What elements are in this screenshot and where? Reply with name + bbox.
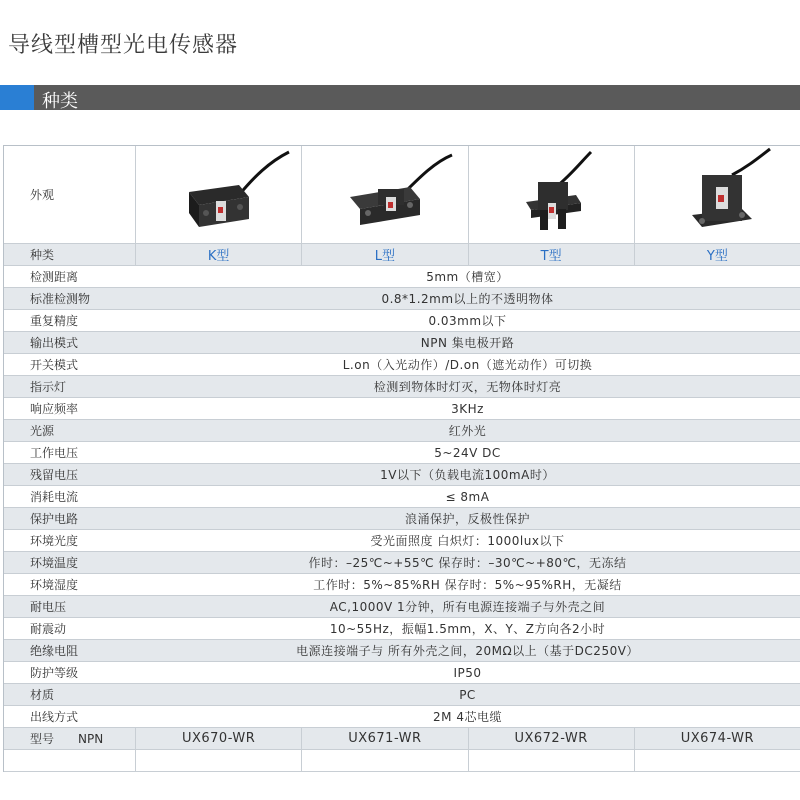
spec-label: 检测距离: [30, 270, 79, 284]
page-title: 导线型槽型光电传感器: [8, 33, 239, 58]
spec-value: IP50: [453, 665, 482, 680]
spec-table: [3, 145, 800, 772]
spec-value: 检测到物体时灯灭，无物体时灯亮: [373, 380, 562, 394]
spec-value: 受光面照度 白炽灯：1000lux以下: [370, 534, 565, 548]
spec-value: 5~24V DC: [434, 445, 501, 460]
spec-label: 材质: [30, 688, 55, 702]
empty-row: [4, 750, 800, 772]
spec-row: [4, 398, 800, 420]
model-output-type: NPN: [78, 731, 104, 746]
spec-row: [4, 662, 800, 684]
type-l: L型: [301, 244, 467, 265]
type-k: K型: [135, 244, 301, 265]
spec-label: 保护电路: [30, 512, 79, 526]
spec-label: 防护等级: [30, 666, 79, 680]
section-accent: [0, 85, 34, 110]
spec-label: 出线方式: [30, 710, 79, 724]
spec-label: 耐震动: [30, 622, 67, 636]
model-ux674: UX674-WR: [634, 728, 800, 749]
spec-label: 工作电压: [30, 446, 79, 460]
spec-label: 标准检测物: [30, 292, 91, 306]
empty-cell: [4, 750, 135, 771]
empty-cell: [135, 750, 301, 771]
spec-value: NPN 集电极开路: [420, 336, 515, 350]
product-image-k: [135, 146, 301, 243]
product-image-t: [468, 146, 634, 243]
model-row: [4, 728, 800, 750]
empty-cell: [634, 750, 800, 771]
type-row: [4, 244, 800, 266]
appearance-label: 外观: [30, 188, 55, 202]
spec-label: 耐电压: [30, 600, 67, 614]
spec-label: 残留电压: [30, 468, 79, 482]
spec-value: 5mm（槽宽）: [426, 270, 509, 284]
spec-row: [4, 420, 800, 442]
spec-row: [4, 684, 800, 706]
empty-cell: [468, 750, 634, 771]
spec-row: [4, 376, 800, 398]
spec-label: 绝缘电阻: [30, 644, 79, 658]
spec-value: 0.03mm以下: [428, 314, 507, 328]
spec-label: 重复精度: [30, 314, 79, 328]
spec-row: [4, 508, 800, 530]
section-header: [0, 85, 800, 110]
spec-value: 工作时：5%~85%RH 保存时：5%~95%RH，无凝结: [313, 578, 622, 592]
type-y: Y型: [634, 244, 800, 265]
spec-label: 指示灯: [30, 380, 67, 394]
empty-cell: [301, 750, 467, 771]
spec-row: [4, 266, 800, 288]
spec-row: [4, 640, 800, 662]
type-label: 种类: [30, 248, 55, 262]
spec-value: AC,1000V 1分钟，所有电源连接端子与外壳之间: [329, 600, 606, 614]
spec-value: ≤ 8mA: [445, 489, 490, 504]
model-ux671: UX671-WR: [301, 728, 467, 749]
model-label: [4, 728, 135, 749]
spec-row: [4, 574, 800, 596]
spec-value: 红外光: [448, 424, 487, 438]
spec-label: 环境光度: [30, 534, 79, 548]
spec-row: [4, 288, 800, 310]
spec-value: 作时：–25℃~+55℃ 保存时：–30℃~+80℃，无冻结: [308, 556, 627, 570]
spec-row: [4, 464, 800, 486]
spec-row: [4, 310, 800, 332]
model-label-text: 型号: [30, 732, 55, 746]
spec-label: 环境湿度: [30, 578, 79, 592]
spec-row: [4, 530, 800, 552]
spec-row: [4, 442, 800, 464]
spec-row: [4, 354, 800, 376]
spec-value: 3KHz: [451, 401, 484, 416]
spec-row: [4, 706, 800, 728]
spec-row: [4, 332, 800, 354]
appearance-row: [4, 146, 800, 244]
product-image-y: [634, 146, 800, 243]
spec-label: 响应频率: [30, 402, 79, 416]
product-image-l: [301, 146, 467, 243]
type-t: T型: [468, 244, 634, 265]
spec-row: [4, 552, 800, 574]
section-title: 种类: [42, 91, 78, 112]
spec-value: 浪涌保护，反极性保护: [404, 512, 530, 526]
spec-row: [4, 618, 800, 640]
spec-label: 输出模式: [30, 336, 79, 350]
model-ux672: UX672-WR: [468, 728, 634, 749]
spec-value: 0.8*1.2mm以上的不透明物体: [381, 292, 554, 306]
spec-label: 环境温度: [30, 556, 79, 570]
spec-label: 消耗电流: [30, 490, 79, 504]
spec-value: L.on（入光动作）/D.on（遮光动作）可切换: [342, 358, 593, 372]
spec-value: 电源连接端子与 所有外壳之间，20MΩ以上（基于DC250V）: [296, 644, 639, 658]
spec-value: 2M 4芯电缆: [433, 710, 502, 724]
spec-value: 1V以下（负载电流100mA时）: [380, 468, 555, 482]
spec-value: 10~55Hz，振幅1.5mm，X、Y、Z方向各2小时: [329, 622, 606, 636]
spec-value: PC: [459, 687, 476, 702]
model-ux670: UX670-WR: [135, 728, 301, 749]
spec-label: 开关模式: [30, 358, 79, 372]
spec-row: [4, 486, 800, 508]
spec-label: 光源: [30, 424, 55, 438]
spec-row: [4, 596, 800, 618]
